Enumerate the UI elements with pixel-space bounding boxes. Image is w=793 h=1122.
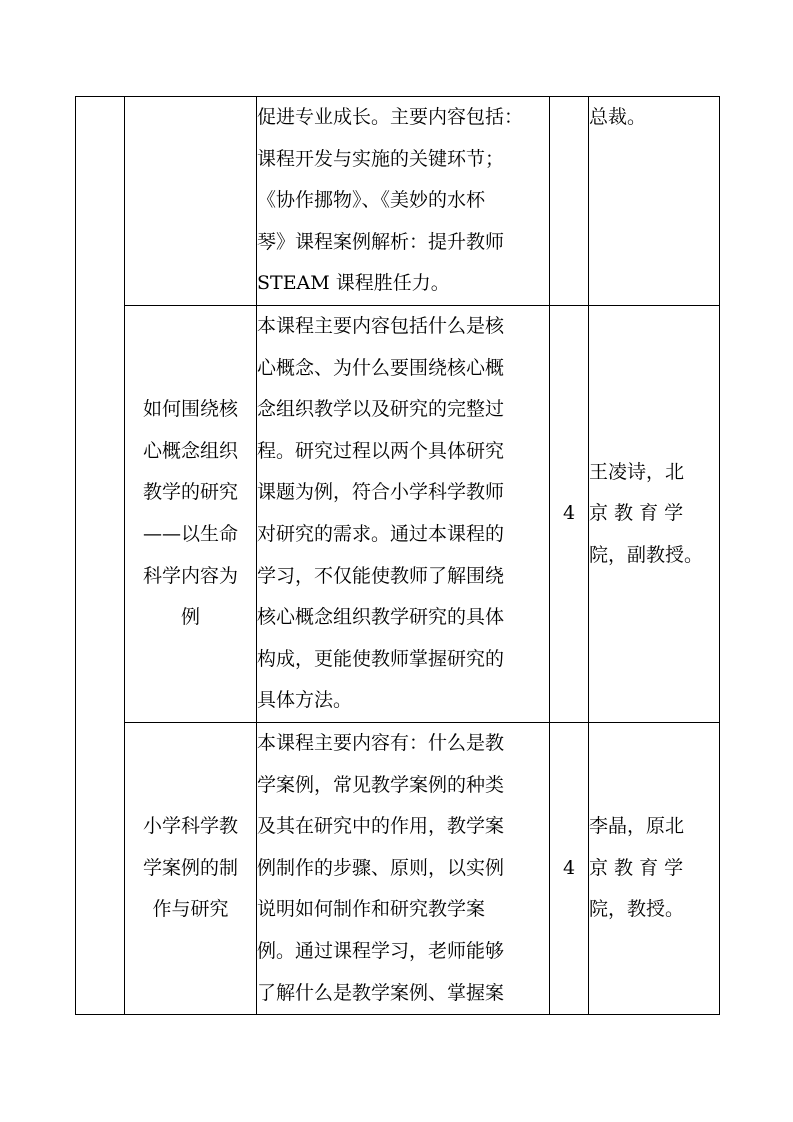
teacher-cell	[589, 306, 720, 723]
description-line: 构成，更能使教师掌握研究的	[257, 647, 505, 670]
course-name-line: ——以生命	[142, 523, 238, 545]
table-row	[76, 306, 720, 723]
teacher-line: 王凌诗，北	[589, 460, 685, 483]
teacher-cell	[589, 97, 720, 306]
course-description-cell	[257, 97, 550, 306]
description-line: 琴》课程案例解析：提升教师	[257, 230, 505, 253]
description-line: 程。研究过程以两个具体研究	[257, 439, 505, 462]
teacher-cell	[589, 723, 720, 1015]
course-name-line: 作与研究	[152, 898, 229, 921]
course-name-cell	[125, 723, 257, 1015]
teacher-line: 院，教授。	[589, 898, 685, 921]
teacher-line: 李晶，原北	[589, 815, 685, 838]
teacher-line: 京 教 育 学	[589, 856, 684, 879]
description-line: 《协作挪物》、《美妙的水杯	[257, 189, 486, 212]
description-line: 本课程主要内容有：什么是教	[257, 732, 505, 754]
course-description-cell	[257, 306, 550, 723]
hours-cell	[550, 97, 589, 306]
course-name-cell	[125, 97, 257, 306]
description-line: 对研究的需求。通过本课程的	[257, 523, 505, 545]
description-line: 课题为例，符合小学科学教师	[257, 481, 505, 504]
teacher-line: 京 教 育 学	[589, 502, 684, 525]
description-line: 本课程主要内容包括什么是核	[257, 315, 505, 338]
table-row	[76, 97, 720, 306]
hours-cell: 4	[550, 306, 589, 723]
course-name-line: 小学科学教	[142, 815, 238, 838]
course-name-line: 教学的研究	[142, 481, 238, 504]
teacher-line: 院，副教授。	[589, 543, 704, 566]
description-line: 了解什么是教学案例、掌握案	[257, 981, 505, 1004]
course-name-line: 科学内容为	[142, 564, 238, 587]
description-line: 具体方法。	[257, 689, 353, 712]
table-row	[76, 723, 720, 1015]
description-line: 说明如何制作和研究教学案	[257, 898, 486, 921]
description-line: 学案例，常见教学案例的种类	[257, 773, 505, 796]
description-line: 例。通过课程学习，老师能够	[257, 939, 505, 962]
description-line: 促进专业成长。主要内容包括：	[257, 106, 524, 129]
course-description-cell	[257, 723, 550, 1015]
course-table	[75, 96, 720, 1015]
description-line: 课程开发与实施的关键环节；	[257, 147, 505, 170]
description-line: STEAM 课程胜任力。	[257, 272, 450, 295]
category-cell	[76, 97, 125, 1015]
course-name-line: 例	[180, 606, 200, 629]
description-line: 念组织教学以及研究的完整过	[257, 398, 505, 421]
course-name-line: 心概念组织	[142, 439, 238, 462]
description-line: 核心概念组织教学研究的具体	[257, 606, 505, 629]
course-name-line: 学案例的制	[142, 856, 238, 879]
course-name-cell	[125, 306, 257, 723]
teacher-line: 总裁。	[589, 106, 647, 128]
description-line: 例制作的步骤、原则，以实例	[257, 856, 505, 879]
description-line: 及其在研究中的作用，教学案	[257, 815, 505, 838]
description-line: 学习，不仅能使教师了解围绕	[257, 564, 505, 587]
description-line: 心概念、为什么要围绕核心概	[257, 356, 505, 379]
course-name-line: 如何围绕核	[142, 398, 238, 421]
hours-cell: 4	[550, 723, 589, 1015]
